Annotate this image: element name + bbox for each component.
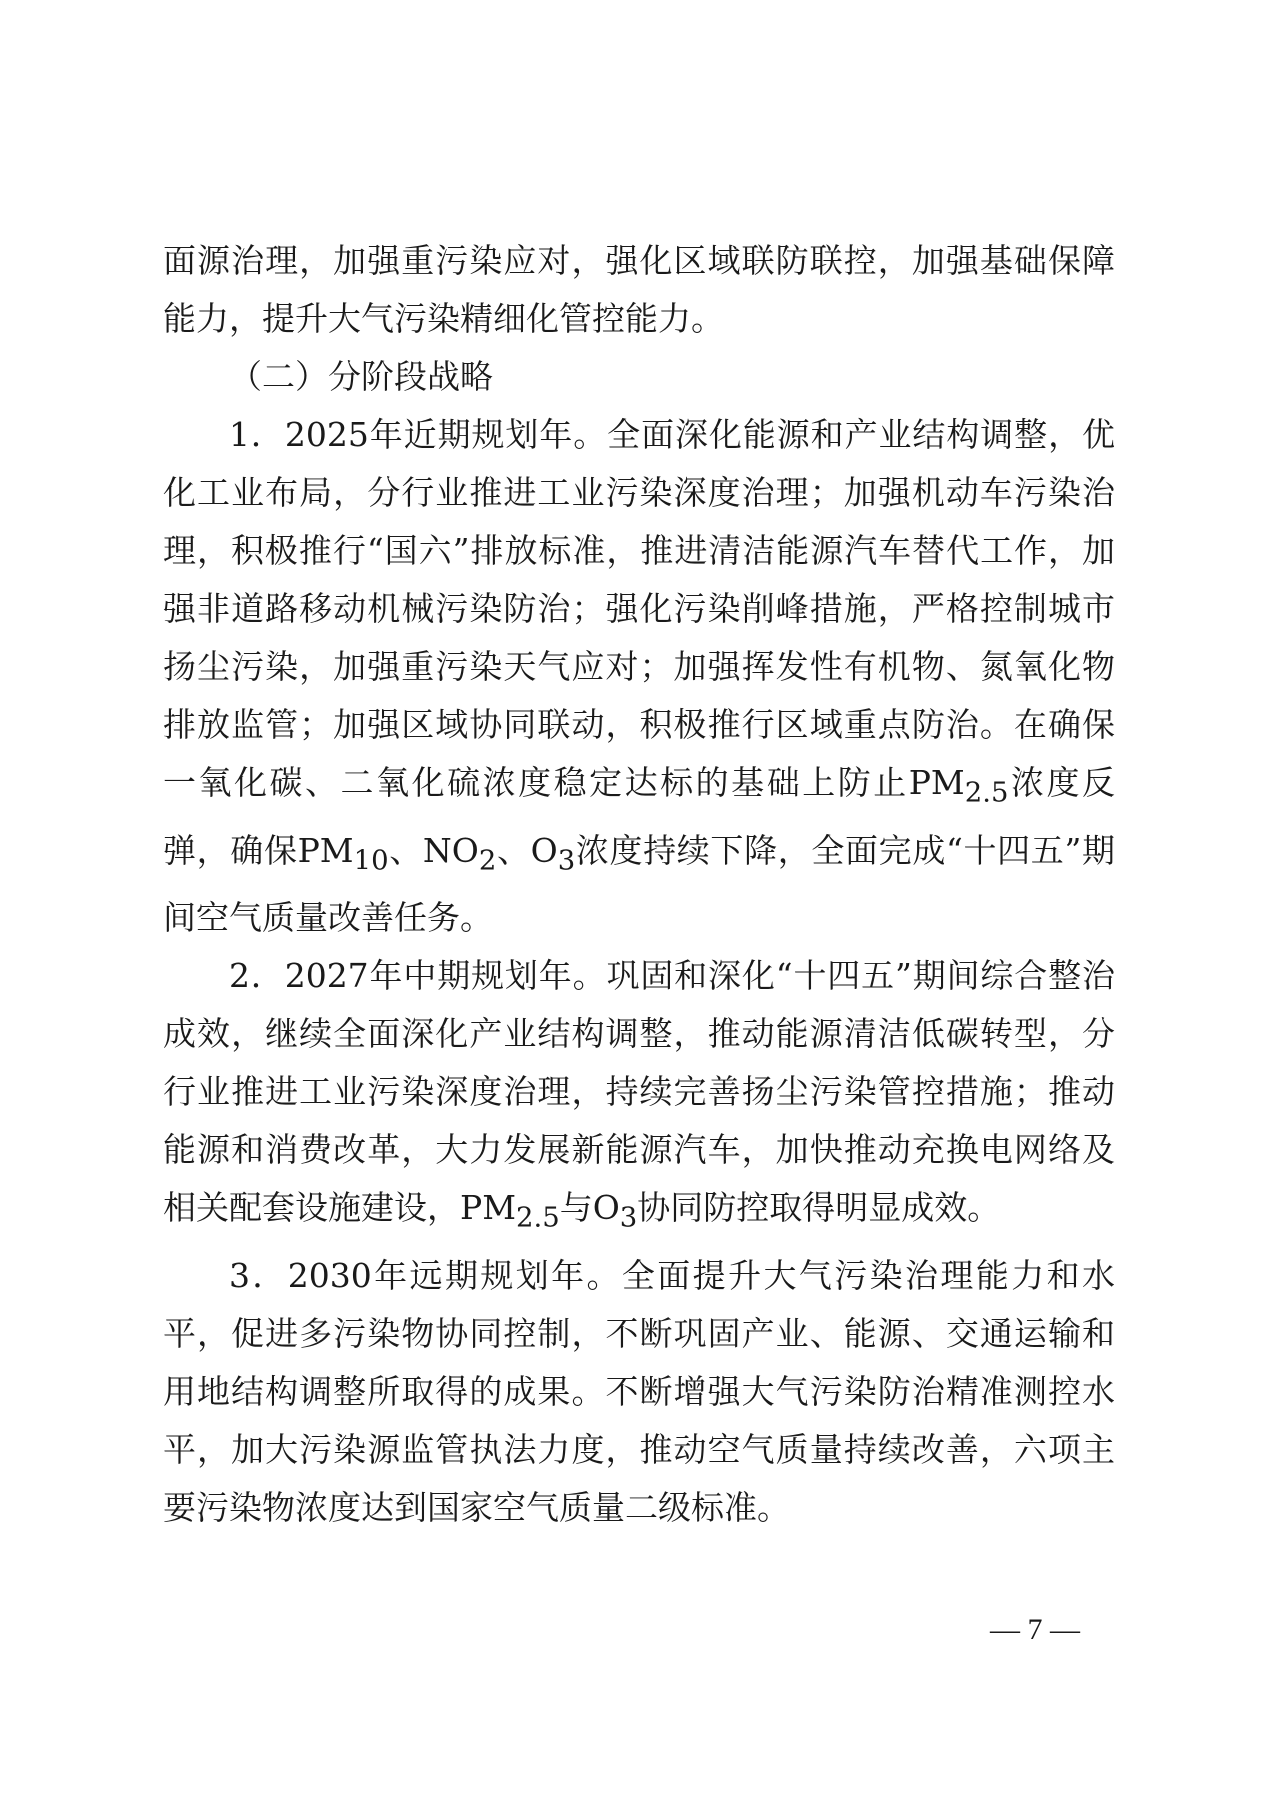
text-run: 、NO — [388, 830, 479, 870]
paragraph-2030 — [163, 1247, 1115, 1537]
body-text — [163, 232, 1115, 1537]
text-run: 1．2025年近期规划年。全面深化能源和产业结构调整，优化工业布局，分行业推进工业污染深度治理；加强机动车污染治理，积极推行“国六”排放标准，推进清洁能源汽车替代工作，加强非道路移动机械污染防治；强化污染削峰措施，严格控制城市扬尘污染，加强重污染天气应对；加强挥发性有机物、氮氧化物排放监管；加强区域协同联动，积极推行区域重点防治。在确保一氧化碳、二氧化硫浓度稳定达标的基础上防止PM — [163, 415, 1115, 802]
paragraph-heading-phased-strategy — [163, 348, 1115, 406]
text-run: （二）分阶段战略 — [229, 357, 493, 396]
text-run: 协同防控取得明显成效。 — [637, 1188, 1001, 1228]
text-run: 与O — [559, 1188, 620, 1228]
paragraph-2025 — [163, 406, 1115, 947]
paragraph-continuation — [163, 232, 1115, 348]
subscript: 10 — [353, 844, 389, 877]
subscript: 3 — [557, 844, 576, 877]
subscript: 2.5 — [964, 776, 1009, 809]
text-run: 、O — [496, 830, 558, 870]
subscript: 2 — [478, 844, 497, 877]
text-run: 浓度持续下降，全面完成“十四五”期间空气质量改善任务。 — [163, 830, 1115, 938]
text-run: 2．2027年中期规划年。巩固和深化“十四五”期间综合整治成效，继续全面深化产业结构调整，推动能源清洁低碳转型，分行业推进工业污染深度治理，持续完善扬尘污染管控措施；推动能源和消费改革，大力发展新能源汽车，加快推动充换电网络及相关配套设施建设，PM — [163, 956, 1115, 1228]
text-run: 面源治理，加强重污染应对，强化区域联防联控，加强基础保障能力，提升大气污染精细化管控能力。 — [163, 241, 1115, 338]
paragraph-2027 — [163, 947, 1115, 1247]
subscript: 3 — [619, 1201, 638, 1234]
subscript: 2.5 — [516, 1201, 560, 1234]
page-number: — 7 — — [990, 1613, 1080, 1646]
text-run: 浓度反弹，确保PM — [163, 763, 1116, 870]
text-run: 3．2030年远期规划年。全面提升大气污染治理能力和水平，促进多污染物协同控制，不断巩固产业、能源、交通运输和用地结构调整所取得的成果。不断增强大气污染防治精准测控水平，加大污染源监管执法力度，推动空气质量持续改善，六项主要污染物浓度达到国家空气质量二级标准。 — [163, 1255, 1115, 1527]
